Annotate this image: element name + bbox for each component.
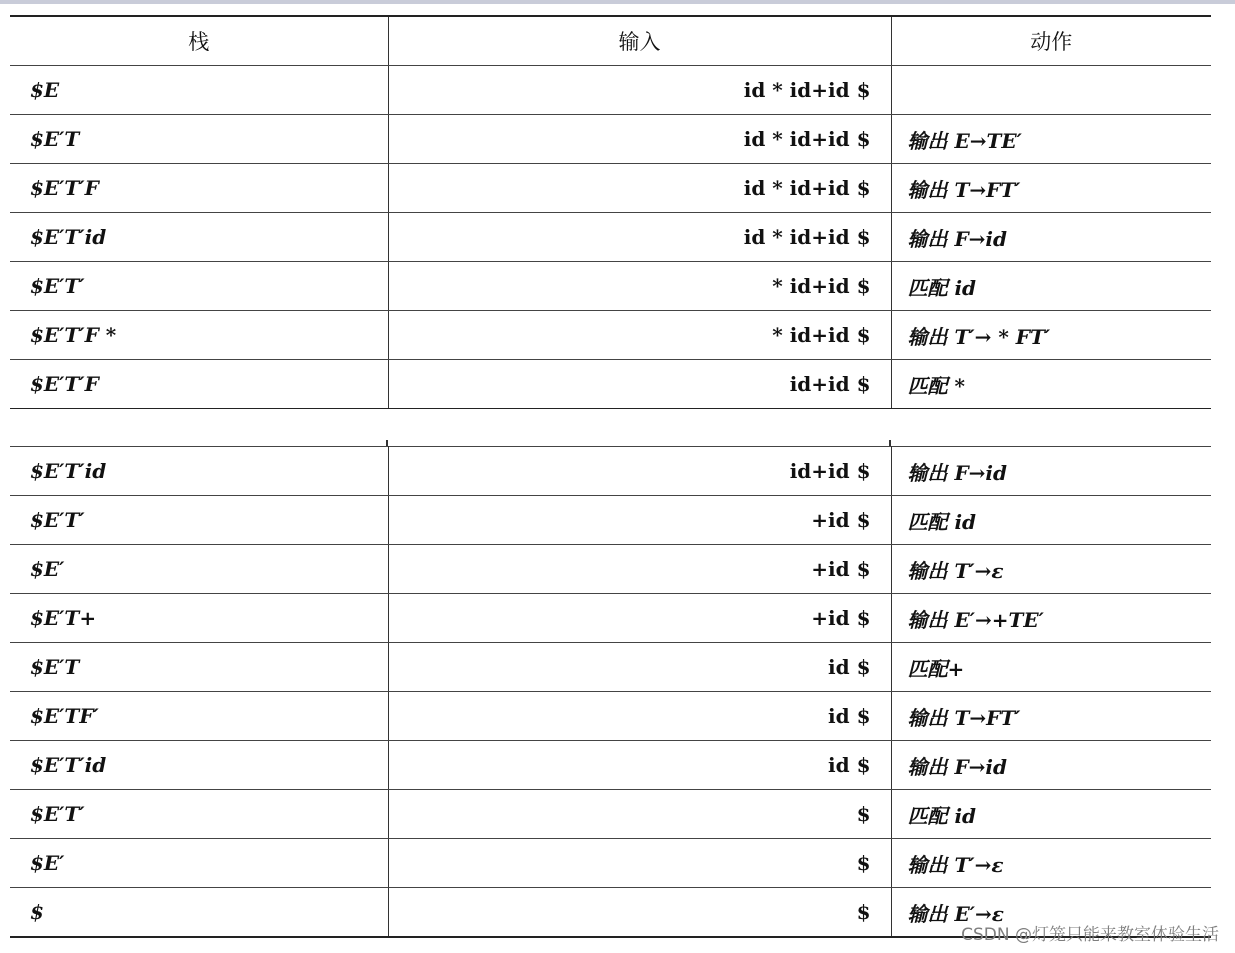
stack-cell: $E′T′id	[10, 213, 388, 262]
input-cell: id $	[388, 643, 891, 692]
table-row	[10, 66, 1211, 115]
stack-cell: $E′T+	[10, 594, 388, 643]
action-cell: 匹配 id	[891, 262, 1211, 311]
table-row	[10, 643, 1211, 692]
header-row	[10, 16, 1211, 66]
input-cell: * id+id $	[388, 311, 891, 360]
table-row	[10, 496, 1211, 545]
action-cell: 输出 E′→ε	[891, 888, 1211, 938]
action-cell	[891, 66, 1211, 115]
input-cell: id $	[388, 741, 891, 790]
table-row	[10, 839, 1211, 888]
input-cell: $	[388, 790, 891, 839]
action-cell: 匹配 id	[891, 496, 1211, 545]
stack-cell: $E′	[10, 545, 388, 594]
watermark: CSDN @灯笼只能来教室体验生活	[961, 925, 1219, 945]
action-cell: 输出 T→FT′	[891, 692, 1211, 741]
table-row	[10, 115, 1211, 164]
header-input: 输入	[388, 16, 891, 66]
table-row	[10, 545, 1211, 594]
action-cell: 输出 E→TE′	[891, 115, 1211, 164]
input-cell: +id $	[388, 594, 891, 643]
action-cell: 输出 F→id	[891, 213, 1211, 262]
stack-cell: $E	[10, 66, 388, 115]
table-row	[10, 164, 1211, 213]
header-action: 动作	[891, 16, 1211, 66]
stack-cell: $	[30, 900, 44, 924]
table-row	[10, 447, 1211, 496]
stack-cell: $E′TF′	[10, 692, 388, 741]
input-cell: +id $	[388, 496, 891, 545]
action-cell: 输出 T→FT′	[891, 164, 1211, 213]
stack-cell: $E′T′F	[10, 360, 388, 409]
input-cell: $	[388, 888, 891, 938]
stack-cell: $E′T′	[10, 790, 388, 839]
input-cell: * id+id $	[388, 262, 891, 311]
input-cell: id * id+id $	[388, 115, 891, 164]
top-border-bar	[0, 0, 1235, 4]
input-cell: id * id+id $	[388, 66, 891, 115]
input-cell: id+id $	[388, 447, 891, 496]
action-cell: 输出 T′→ * FT′	[891, 311, 1211, 360]
action-cell: 输出 T′→ε	[891, 545, 1211, 594]
input-cell: id+id $	[388, 360, 891, 409]
parse-table-part-2	[10, 446, 1211, 938]
action-cell: 匹配+	[891, 643, 1211, 692]
input-cell: +id $	[388, 545, 891, 594]
header-stack: 栈	[10, 16, 388, 66]
action-cell: 匹配 id	[891, 790, 1211, 839]
action-cell: 输出 T′→ε	[891, 839, 1211, 888]
stack-cell: $E′T′F	[10, 164, 388, 213]
stack-cell: $E′T	[10, 643, 388, 692]
stack-cell: $E′T′id	[10, 447, 388, 496]
stack-cell: $E′T′id	[10, 741, 388, 790]
action-cell: 输出 E′→+TE′	[891, 594, 1211, 643]
parse-table-part-1	[10, 15, 1211, 409]
table-row	[10, 262, 1211, 311]
input-cell: id * id+id $	[388, 213, 891, 262]
input-cell: $	[388, 839, 891, 888]
stack-cell: $E′T′F *	[10, 311, 388, 360]
table-row	[10, 360, 1211, 409]
stack-cell: $E′	[10, 839, 388, 888]
table-row	[10, 741, 1211, 790]
table-row	[10, 790, 1211, 839]
table-row	[10, 213, 1211, 262]
action-cell: 输出 F→id	[891, 741, 1211, 790]
table-row	[10, 311, 1211, 360]
table-row	[10, 594, 1211, 643]
input-cell: id $	[388, 692, 891, 741]
action-cell: 匹配 *	[891, 360, 1211, 409]
stack-cell: $E′T′	[10, 262, 388, 311]
input-cell: id * id+id $	[388, 164, 891, 213]
stack-cell: $E′T	[10, 115, 388, 164]
stack-cell: $E′T′	[10, 496, 388, 545]
table-row	[10, 692, 1211, 741]
action-cell: 输出 F→id	[891, 447, 1211, 496]
